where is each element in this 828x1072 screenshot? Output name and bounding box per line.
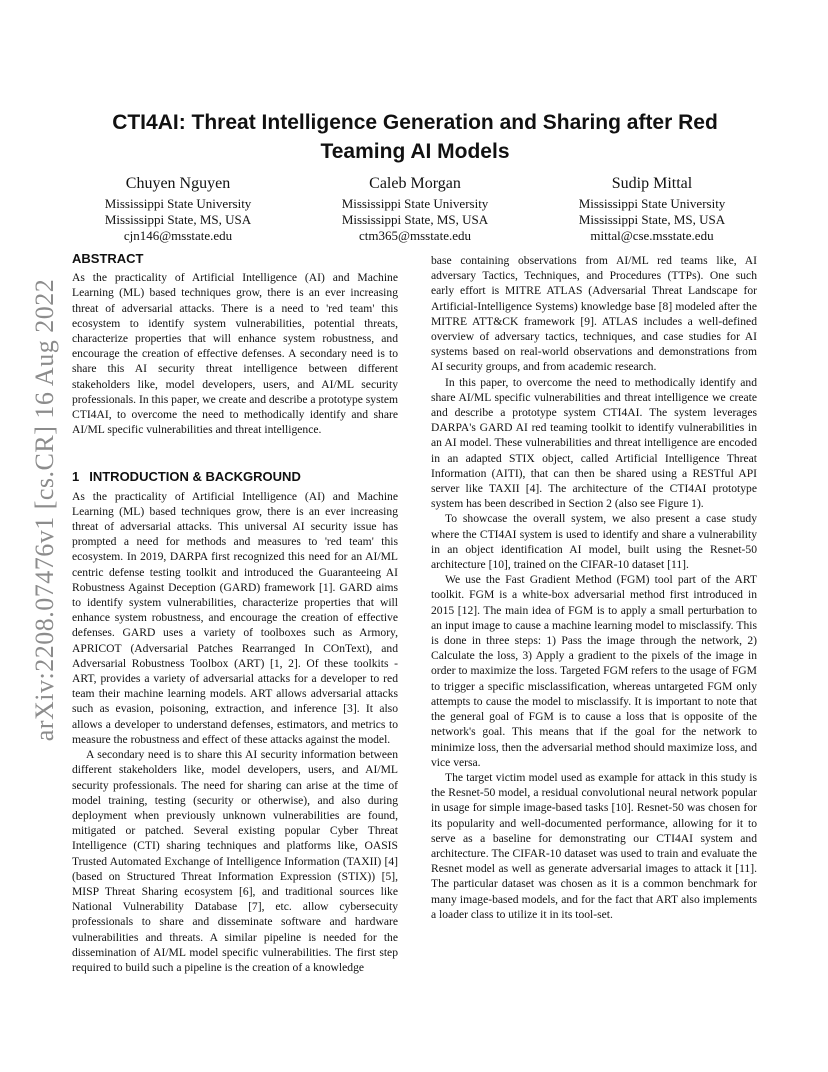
- author-location: Mississippi State, MS, USA: [104, 212, 252, 227]
- right-column: [431, 253, 757, 922]
- author: [534, 174, 770, 244]
- author-email: cjn146@msstate.edu: [123, 228, 233, 243]
- author-location: Mississippi State, MS, USA: [341, 212, 489, 227]
- author: [60, 174, 296, 244]
- section-title: INTRODUCTION & BACKGROUND: [89, 469, 301, 485]
- author-name: Caleb Morgan: [369, 175, 461, 192]
- body-paragraph: As the practicality of Artificial Intelligence (AI) and Machine Learning (ML) based techniques grow, there is an ever increasing threat of adversarial attacks. This universal AI security issue has prompted a need for methods and measures to 'red team' this ecosystem. In 2019, DARPA first recognized this need for an AI/ML centric defense testing toolkit and introduced the Guaranteeing AI Robustness Against Deception (GARD) framework [1]. GARD aims to identify system vulnerabilities, characterize properties that will enhance system robustness, and encourage the creation of effective defenses. GARD uses a variety of toolboxes such as Armory, APRICOT (Adversarial Patches Rearranged In COnText), and Adversarial Robustness Toolbox (ART) [1, 2]. Of these toolkits - ART, provides a variety of adversarial attacks for a developer to red team their machine learning models. ART allows adversarial attacks such as evasion, poisoning, extraction, and inference [3]. It also allows a developer to understand defenses, estimators, and metrics to measure the robustness and effect of these attacks against the model.: [72, 489, 398, 746]
- author-email: ctm365@msstate.edu: [359, 228, 471, 243]
- intro-heading: [72, 469, 398, 484]
- author-block: [60, 174, 770, 244]
- body-paragraph: We use the Fast Gradient Method (FGM) tool part of the ART toolkit. FGM is a white-box adversarial method first introduced in 2015 [12]. The main idea of FGM is to apply a small perturbation to an input image to cause a machine learning model to misclassify. This is done in three steps: 1) Pass the image through the network, 2) Calculate the loss, 3) Apply a gradient to the pixels of the image in order to maximize the loss. Targeted FGM refers to the usage of FGM to trigger a specific misclassification, whereas untargeted FGM only attempts to cause the model to misclassify. It is important to note that the general goal of FGM is to cause a loss that is opposite of the network's goal. This means that if the goal for the network to minimize loss, then the adversarial method should maximize loss, and vice versa.: [431, 573, 757, 769]
- body-paragraph: A secondary need is to share this AI security information between different stakeholders like, model developers, users, and AI/ML security professionals. The need for sharing can arise at the time of model training, testing (security or otherwise), and also during deployment when previously unknown vulnerabilities are found, mitigated or patched. Several existing popular Cyber Threat Intelligence (CTI) sharing techniques and platforms like, OASIS Trusted Automated Exchange of Intelligence Information (TAXII) [4] (based on Structured Threat Information Expression (STIX)) [5], MISP Threat Sharing ecosystem [6], and traditional sources like National Vulnerability Database [7], etc. allow cybersecuity professionals to share and disseminate software and hardware vulnerabilities and threats. A similar pipeline is needed for the dissemination of AI/ML model specific vulnerabilities. The first step required to build such a pipeline is the creation of a knowledge: [72, 748, 398, 974]
- author: [297, 174, 533, 244]
- author-email: mittal@cse.msstate.edu: [590, 228, 714, 243]
- author-affiliation: Mississippi State University: [578, 196, 726, 211]
- arxiv-stamp: arXiv:2208.07476v1 [cs.CR] 16 Aug 2022: [30, 278, 59, 742]
- section-number: 1: [72, 469, 80, 485]
- author-name: Chuyen Nguyen: [125, 175, 231, 192]
- body-paragraph: The target victim model used as example for attack in this study is the Resnet-50 model, a residual convolutional neural network popular in usage for simple image-based tasks [10]. Resnet-50 was chosen for its popularity and well-documented performance, allowing for it to serve as a baseline for demonstrating our CTI4AI system and architecture. The CIFAR-10 dataset was used to train and evaluate the Resnet model as well as generate adversarial images to attack it [11]. The particular dataset was chosen as it is a common benchmark for many image-based models, and for the fact that ART also implements a loader class to utilize it in its tool-set.: [431, 770, 757, 921]
- author-affiliation: Mississippi State University: [341, 196, 489, 211]
- abstract-text: As the practicality of Artificial Intelligence (AI) and Machine Learning (ML) based techniques grow, there is an ever increasing threat of adversarial attacks. There is a need to 'red team' this ecosystem to identify system vulnerabilities, potential threats, characterize properties that will enhance system robustness, and encourage the creation of effective defenses. A secondary need is to share this AI security threat intelligence between different stakeholders like, model developers, users, and AI/ML security professionals. In this paper, we create and describe a prototype system CTI4AI, to overcome the need to methodically identify and share AI/ML specific vulnerabilities and threat intelligence.: [72, 271, 398, 437]
- body-paragraph: base containing observations from AI/ML red teams like, AI adversary Tactics, Techniques, and Procedures (TTPs). One such early effort is MITRE ATLAS (Adversarial Threat Landscape for Artificial-Intelligence Systems) knowledge base [8] modeled after the MITRE ATT&CK framework [9]. ATLAS includes a well-defined overview of adversary tactics, techniques, and case studies for AI systems based on real-world observations and demonstrations from AI security groups, and from academic research.: [431, 254, 757, 374]
- paper-title: CTI4AI: Threat Intelligence Generation and Sharing after Red Teaming AI Models: [112, 111, 718, 163]
- abstract-heading: ABSTRACT: [72, 251, 144, 266]
- body-paragraph: To showcase the overall system, we also present a case study where the CTI4AI system is used to identify and share a vulnerability in an object identification AI model, built using the Resnet-50 architecture [10], trained on the CIFAR-10 dataset [11].: [431, 512, 757, 572]
- author-affiliation: Mississippi State University: [104, 196, 252, 211]
- author-location: Mississippi State, MS, USA: [578, 212, 726, 227]
- left-column: [72, 251, 398, 975]
- body-paragraph: In this paper, to overcome the need to methodically identify and share AI/ML specific vulnerabilities and threat intelligence we create and describe a prototype system CTI4AI. The system leverages DARPA's GARD AI red teaming toolkit to identify vulnerabilities in an AI model. These vulnerabilities and threat intelligence are encoded in an adapted STIX object, called Artificial Intelligence Threat Information (AITI), that can then be shared using a RESTful API server like TAXII [4]. The architecture of the CTI4AI prototype system has been described in Section 2 (also see Figure 1).: [431, 375, 757, 511]
- author-name: Sudip Mittal: [611, 175, 693, 192]
